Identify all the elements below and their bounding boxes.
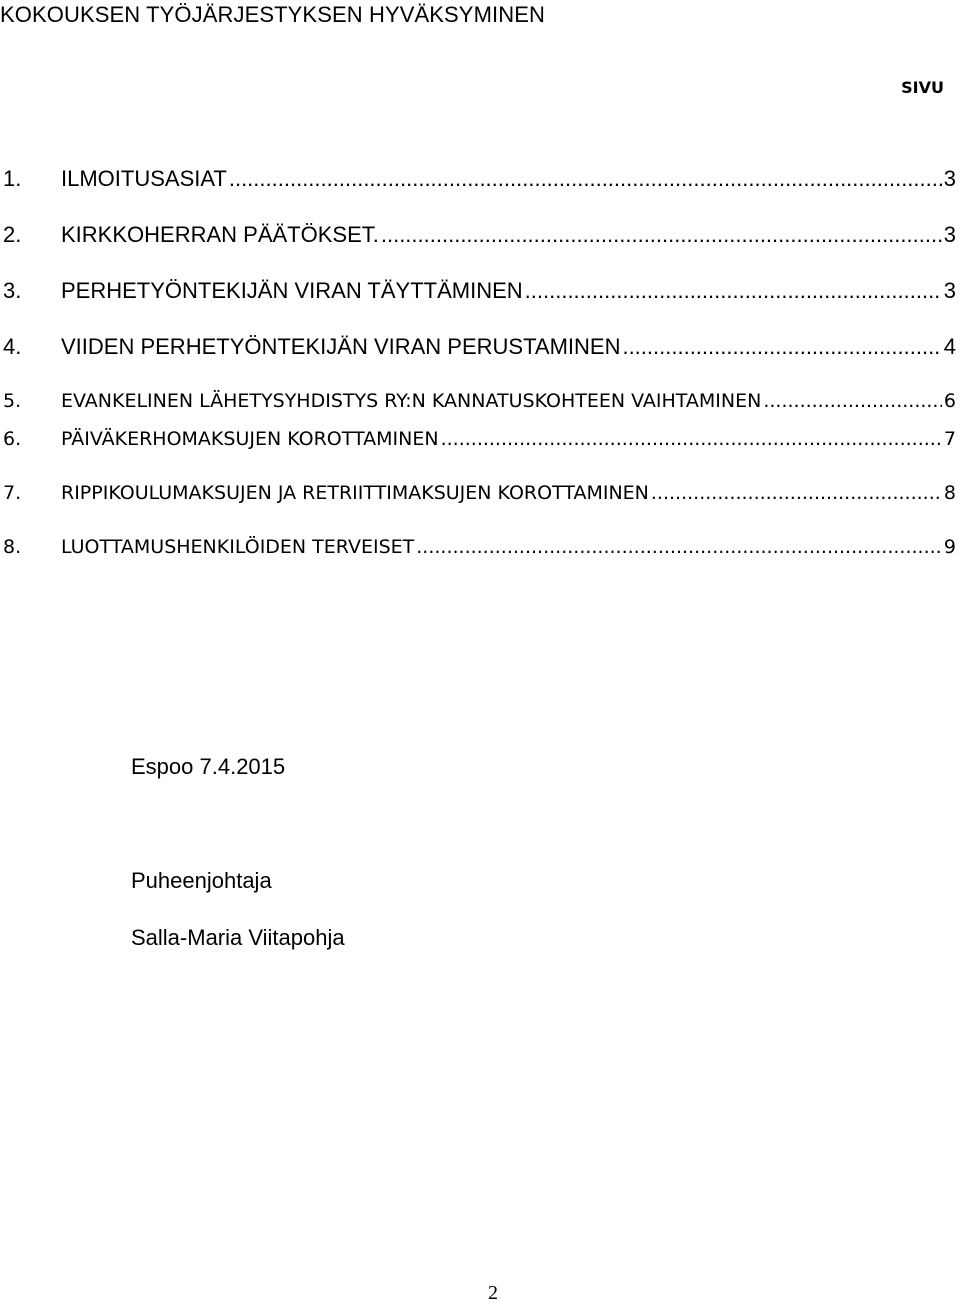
toc-entry[interactable] [3, 428, 956, 458]
toc-entry-page: 8 [943, 482, 956, 504]
toc-entry-number: 5. [3, 390, 22, 412]
toc-entry-number: 4. [3, 334, 22, 359]
toc-leader-dots [416, 536, 942, 558]
toc-entry-page: 7 [943, 428, 956, 450]
toc-entry-label: PÄIVÄKERHOMAKSUJEN KOROTTAMINEN [61, 428, 439, 450]
signature-place-date: Espoo 7.4.2015 [131, 754, 286, 779]
toc-entry-label: RIPPIKOULUMAKSUJEN JA RETRIITTIMAKSUJEN KOROTTAMINEN [61, 482, 649, 504]
toc-entry-number: 3. [3, 278, 22, 303]
toc-entry[interactable] [3, 278, 956, 308]
toc-entry[interactable] [3, 390, 956, 420]
toc-entry-page: 3 [943, 278, 956, 303]
toc-leader-dots [381, 222, 942, 248]
footer-page-number: 2 [488, 1282, 498, 1304]
toc-entry-number: 8. [3, 536, 22, 558]
toc-entry[interactable] [3, 536, 956, 566]
toc-leader-dots [763, 390, 942, 412]
toc-entry-number: 7. [3, 482, 22, 504]
toc-entry[interactable] [3, 222, 956, 252]
toc-leader-dots [229, 166, 942, 192]
toc-leader-dots [622, 334, 941, 360]
signature-role: Puheenjohtaja [131, 868, 272, 893]
signature-name: Salla-Maria Viitapohja [131, 925, 345, 950]
toc-entry-number: 2. [3, 222, 22, 247]
page-column-header: SIVU [901, 78, 944, 97]
toc-entry[interactable] [3, 166, 956, 196]
toc-entry-label: ILMOITUSASIAT [61, 166, 227, 191]
toc-entry-label: EVANKELINEN LÄHETYSYHDISTYS RY:N KANNATUSKOHTEEN VAIHTAMINEN [61, 390, 762, 412]
toc-entry-page: 3 [943, 166, 956, 191]
toc-entry-number: 1. [3, 166, 22, 191]
toc-entry-label: PERHETYÖNTEKIJÄN VIRAN TÄYTTÄMINEN [61, 278, 523, 303]
toc-entry-page: 6 [943, 390, 956, 412]
toc-entry-number: 6. [3, 428, 22, 450]
toc-entry-label: LUOTTAMUSHENKILÖIDEN TERVEISET [61, 536, 415, 558]
toc-entry-page: 4 [943, 334, 956, 359]
toc-leader-dots [441, 428, 942, 450]
document-title: KOKOUKSEN TYÖJÄRJESTYKSEN HYVÄKSYMINEN [0, 2, 545, 27]
toc-entry-page: 9 [943, 536, 956, 558]
toc-entry[interactable] [3, 482, 956, 512]
toc-entry-label: KIRKKOHERRAN PÄÄTÖKSET. [61, 222, 379, 247]
toc-entry-label: VIIDEN PERHETYÖNTEKIJÄN VIRAN PERUSTAMINEN [61, 334, 621, 359]
toc-entry[interactable] [3, 334, 956, 364]
toc-entry-page: 3 [943, 222, 956, 247]
toc-leader-dots [651, 482, 942, 504]
toc-leader-dots [525, 278, 942, 304]
